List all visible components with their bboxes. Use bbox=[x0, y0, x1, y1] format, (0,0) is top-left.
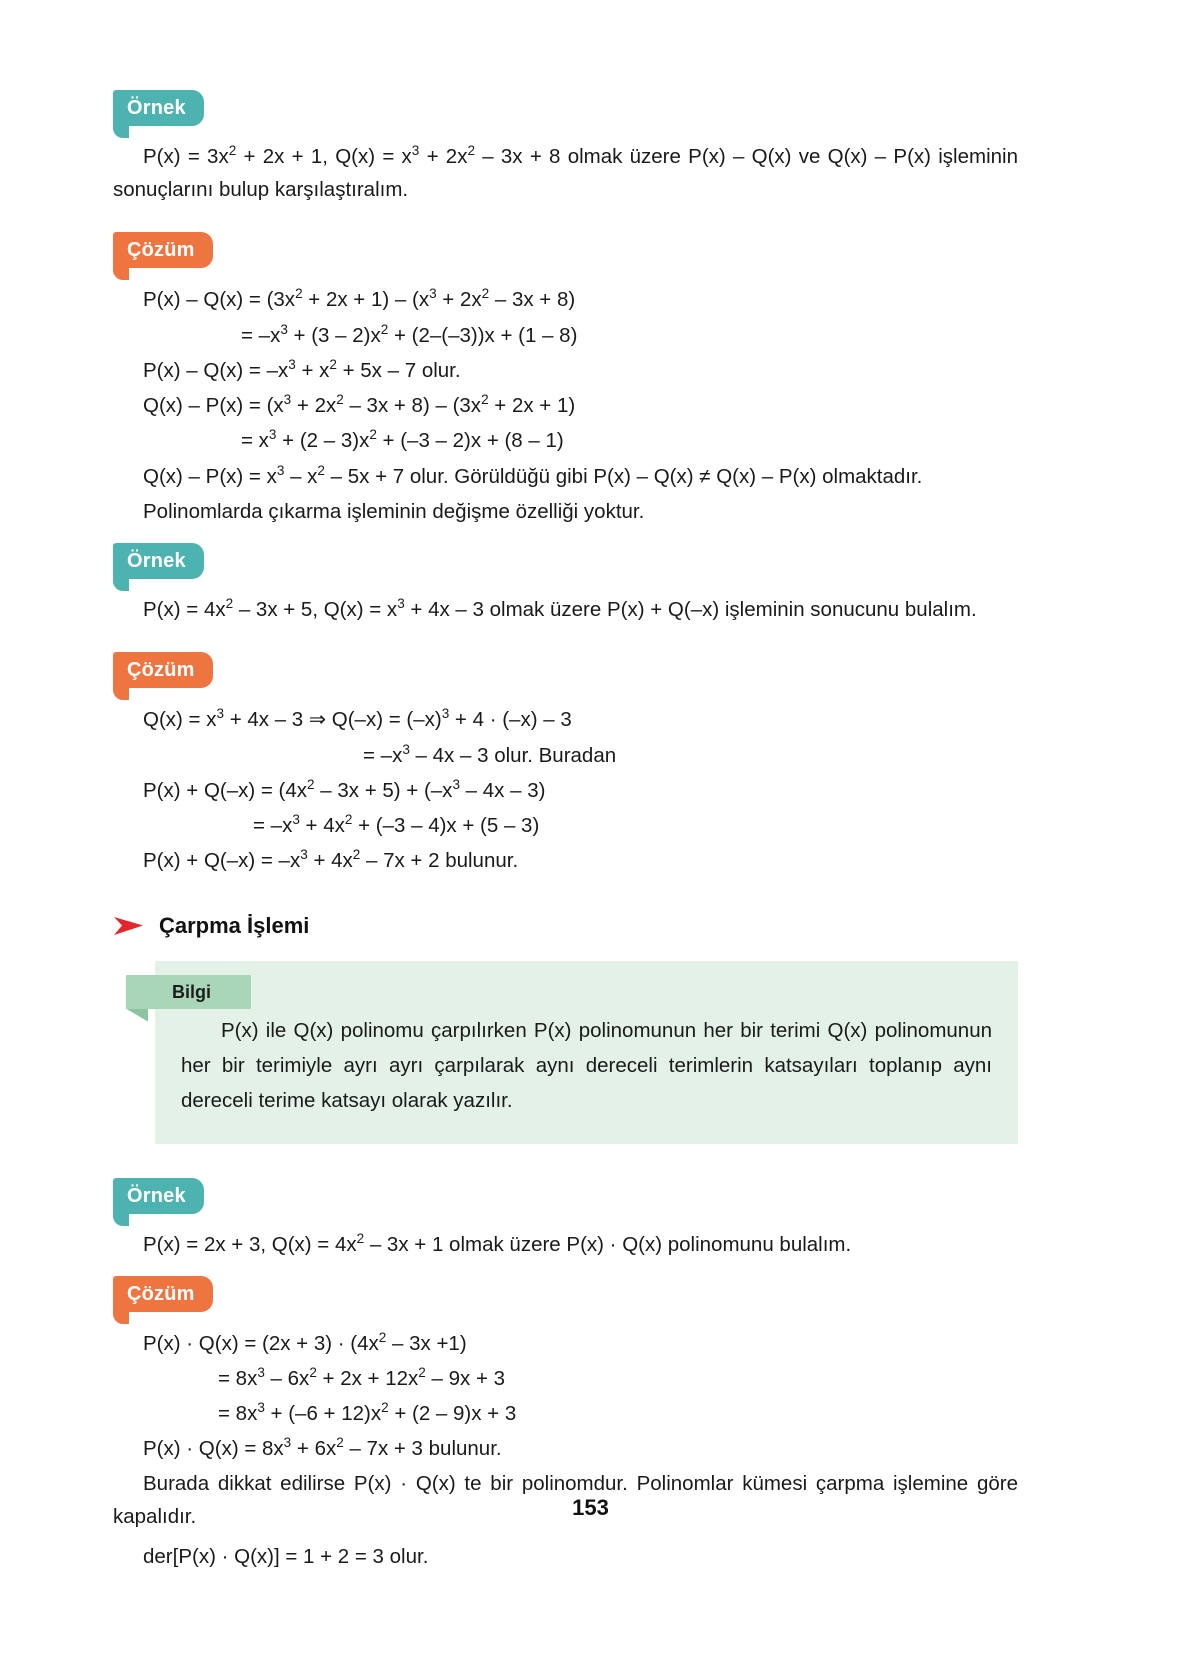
solution-3-math bbox=[113, 1326, 1018, 1467]
page-number: 153 bbox=[572, 1495, 609, 1520]
solution-1-math bbox=[113, 282, 1018, 529]
math-line: = $-x^3 - 4x - 3$ olur. Buradan bbox=[363, 741, 617, 767]
solution-2-tag-wrap bbox=[113, 652, 1018, 698]
info-tag-fold bbox=[126, 1009, 148, 1022]
math-line: = $8x^3 - 6x^2 + 2x + 12x^2 - 9x + 3$ bbox=[218, 1364, 506, 1390]
tag-tail bbox=[113, 124, 129, 138]
example-3-statement: P(x) = 2x + 3, $Q(x) = 4x^2 - 3x + 1$ olmak üzere P(x) · Q(x) polinomunu bulalım. bbox=[143, 1231, 852, 1257]
math-line: $P(x) \cdot Q(x) = (2x + 3) \cdot (4x^2 - 3x +1)$ bbox=[143, 1329, 467, 1355]
info-tag-label: Bilgi bbox=[126, 975, 251, 1009]
exponent: 2 bbox=[467, 143, 475, 159]
math-line: $P(x) - Q(x) = -x^3 + x^2 + 5x - 7$ olur. bbox=[143, 357, 461, 382]
solution-2-tag: Çözüm bbox=[113, 652, 213, 688]
solution-3-note: Burada dikkat edilirse P(x) · Q(x) te bir polinomdur. Polinomlar kümesi çarpma işlemine göre kapalıdır. bbox=[113, 1471, 1018, 1528]
math-line: $P(x) + Q(-x) = (4x^2 - 3x + 5) + (-x^3 - 4x - 3)$ bbox=[143, 777, 546, 802]
math-line: $P(x) \cdot Q(x) = 8x^3 + 6x^2 - 7x + 3$ bulunur. bbox=[143, 1435, 502, 1461]
example-3-tag: Örnek bbox=[113, 1178, 204, 1214]
math-line: $Q(x) = x^3 + 4x - 3$ ⇒ $Q(-x) = (-x)^3 + 4 \cdot (-x) - 3$ bbox=[143, 706, 572, 732]
math-line: $P(x) + Q(-x) = -x^3 + 4x^2 - 7x + 2$ bulunur. bbox=[143, 847, 519, 873]
solution-1-tag: Çözüm bbox=[113, 232, 213, 268]
tag-tail bbox=[113, 686, 129, 700]
tag-tail bbox=[113, 1212, 129, 1226]
red-arrow-icon bbox=[113, 915, 147, 937]
solution-3-tag-wrap bbox=[113, 1276, 1018, 1322]
solution-1-closing: Polinomlarda çıkarma işleminin değişme özelliği yoktur. bbox=[143, 499, 645, 523]
tag-tail bbox=[113, 266, 129, 280]
math-line: = $-x^3 + 4x^2 + (-3 - 4)x + (5 - 3)$ bbox=[253, 812, 540, 838]
math-line: $Q(x) - P(x) = x^3 - x^2 - 5x + 7$ olur. Görüldüğü gibi P(x) – Q(x) ≠ Q(x) – P(x) olmaktadır. bbox=[143, 462, 923, 488]
info-box-bilgi bbox=[155, 961, 1018, 1145]
example-2-tag-wrap bbox=[113, 543, 1018, 589]
solution-3-tag: Çözüm bbox=[113, 1276, 213, 1312]
solution-2-math bbox=[113, 702, 1018, 878]
math-line: = $x^3 + (2 - 3)x^2 + (-3 - 2)x + (8 - 1)$ bbox=[241, 427, 564, 453]
solution-1-tag-wrap bbox=[113, 232, 1018, 278]
tag-tail bbox=[113, 577, 129, 591]
example-2-statement: $P(x) = 4x^2 - 3x + 5$, $Q(x) = x^3 + 4x - 3$ olmak üzere P(x) + Q(–x) işleminin sonucunu bulalım. bbox=[143, 596, 977, 622]
math-line: $Q(x) - P(x) = (x^3 + 2x^2 - 3x + 8) - (3x^2 + 2x + 1)$ bbox=[143, 392, 576, 418]
example-1-statement: $P(x) = 3x^2 + 2x + 1$, $Q(x) = x^3 + 2x^2 - 3x + 8$ olmak üzere P(x) – Q(x) ve Q(x) – P(x) işleminin sonuçlarını bulup karşılaştıralım. bbox=[113, 143, 1019, 202]
math-line: $P(x) - Q(x) = (3x^2 + 2x + 1) - (x^3 + 2x^2 - 3x + 8)$ bbox=[143, 286, 576, 312]
example-1-tag: Örnek bbox=[113, 90, 204, 126]
exponent: 2 bbox=[228, 143, 237, 159]
solution-3-degree-line: der[P(x) · Q(x)] = 1 + 2 = 3 olur. bbox=[143, 1544, 429, 1568]
example-1-tag-wrap bbox=[113, 90, 1018, 136]
tag-tail bbox=[113, 1310, 129, 1324]
page-content bbox=[113, 90, 1018, 1574]
math-line: = $-x^3 + (3 - 2)x^2 + (2-(-3))x + (1 - 8)$ bbox=[241, 321, 578, 347]
example-2-tag: Örnek bbox=[113, 543, 204, 579]
math-line: = $8x^3 + (-6 + 12)x^2 + (2 - 9)x + 3$ bbox=[218, 1400, 517, 1426]
section-title: Çarpma İşlemi bbox=[159, 912, 310, 938]
section-heading-carpma-islemi bbox=[113, 913, 1018, 939]
example-3-tag-wrap bbox=[113, 1178, 1018, 1224]
info-box-text: P(x) ile Q(x) polinomu çarpılırken P(x) polinomunun her bir terimi Q(x) polinomunun her bir terimiyle ayrı ayrı çarpılarak aynı dereceli terimlerin katsayıları toplanıp aynı dereceli terime katsayı olarak yazılır. bbox=[181, 1018, 992, 1113]
exponent: 3 bbox=[411, 143, 420, 159]
